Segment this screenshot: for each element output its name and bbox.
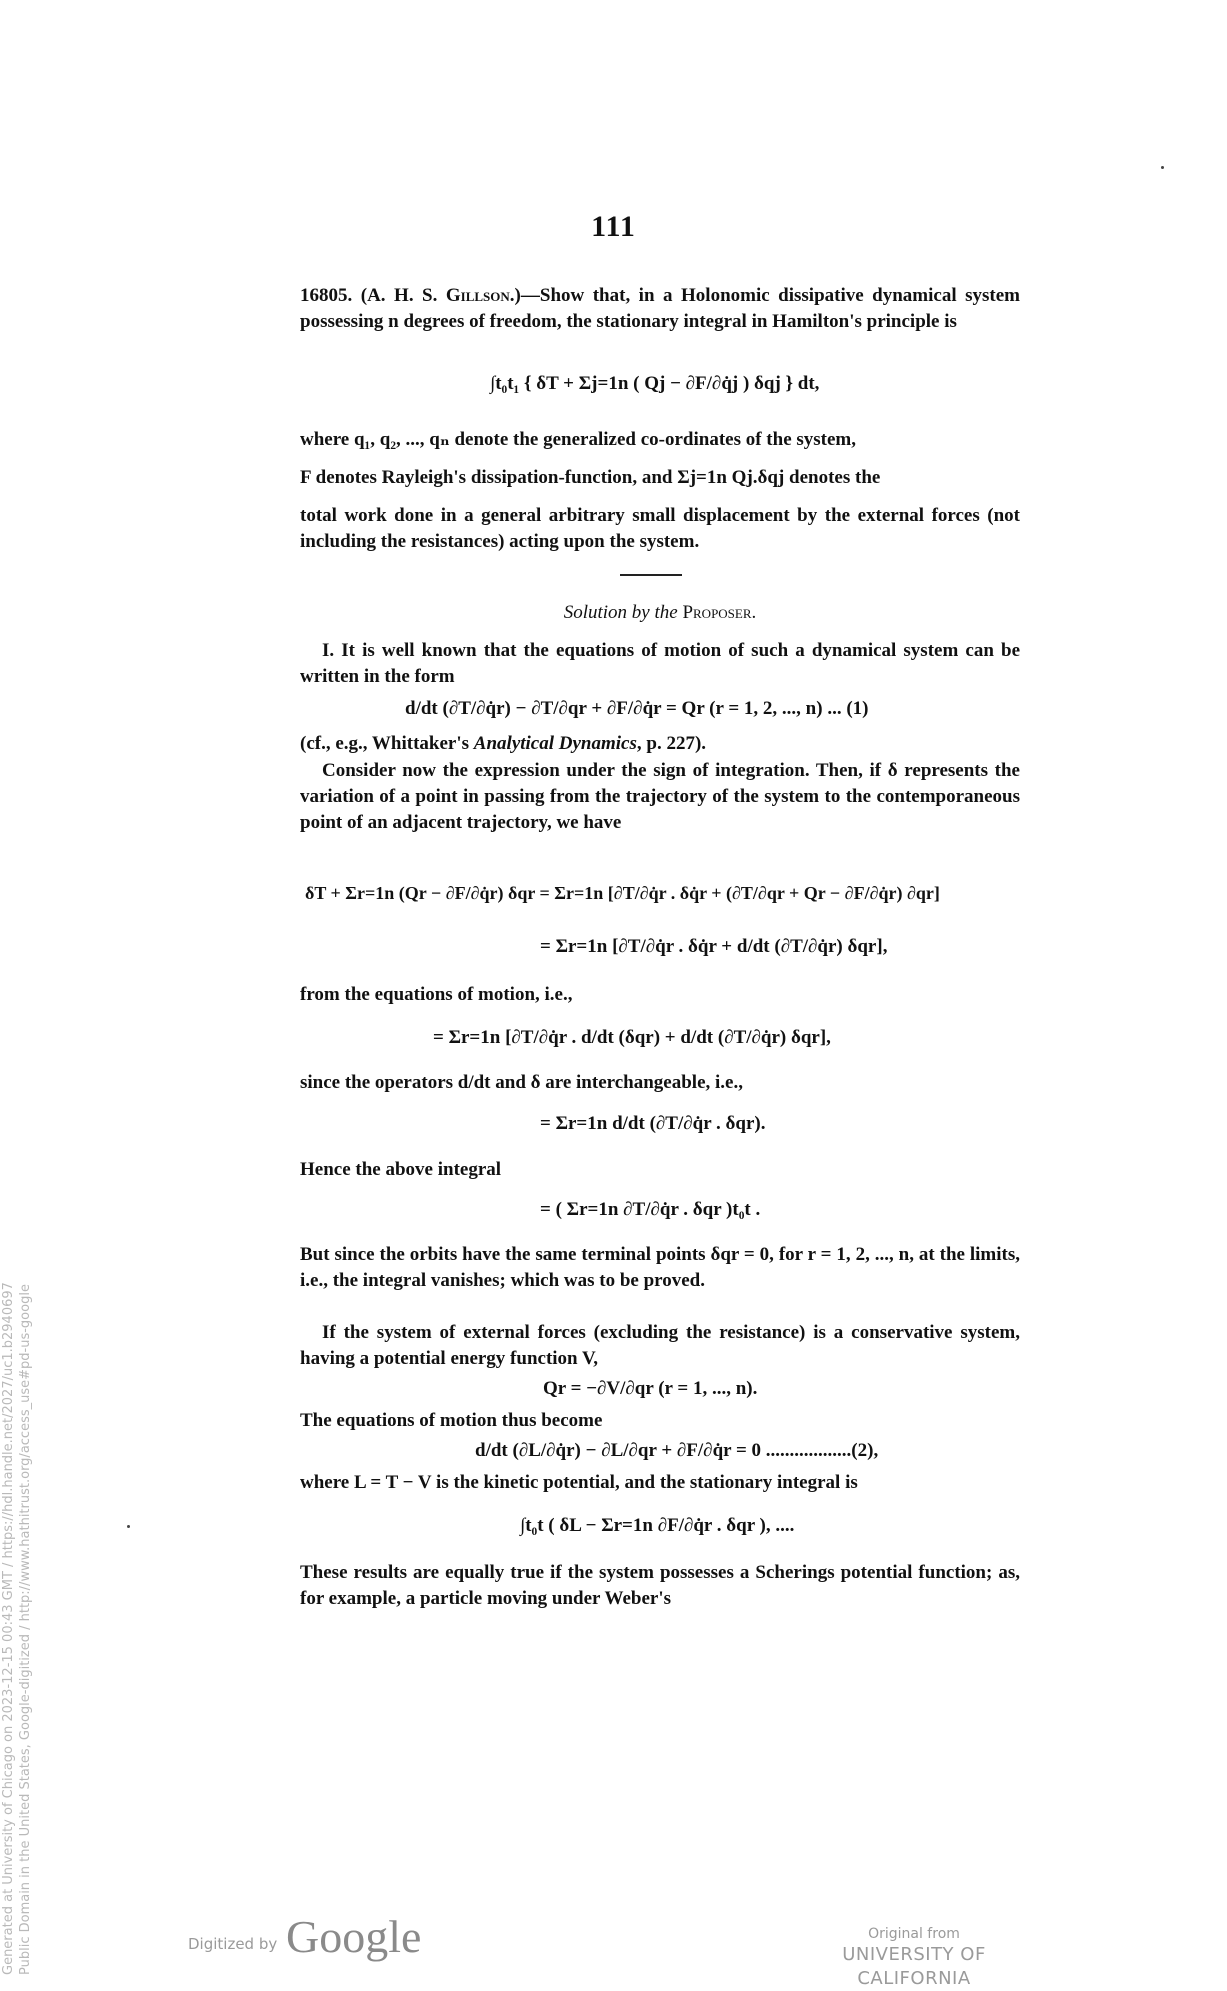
solution-para-1: I. It is well known that the equations of motion of such a dynamical system can be written in the form: [300, 640, 1020, 687]
line-where-q: where q₁, q₂, ..., qₙ denote the generalized co-ordinates of the system,: [300, 429, 857, 450]
institution-name: UNIVERSITY OF CALIFORNIA: [842, 1944, 986, 1989]
hathitrust-watermark: [0, 995, 34, 1975]
google-logo: Google: [286, 1911, 422, 1962]
original-from-block: [784, 1925, 1044, 1991]
line-equations-become: The equations of motion thus become: [300, 1410, 603, 1431]
equation-3: = Σr=1n [∂T/∂q̇r . d/dt (δqr) + d/dt (∂T/∂q̇r) δqr],: [433, 1027, 831, 1048]
line-kinetic-potential: where L = T − V is the kinetic potential, and the stationary integral is: [300, 1472, 858, 1493]
line-total-work: total work done in a general arbitrary small displacement by the external forces (not including the resistances) acting upon the system.: [300, 505, 1020, 552]
equation-4: = Σr=1n d/dt (∂T/∂q̇r . δqr).: [540, 1113, 766, 1134]
watermark-line-2: Public Domain in the United States, Google-digitized / http://www.hathitrust.org/access_use#pd-us-google: [18, 1284, 33, 1975]
equation-6: Qr = −∂V/∂qr (r = 1, ..., n).: [543, 1378, 758, 1399]
citation-line: (cf., e.g., Whittaker's Analytical Dynamics, p. 227).: [300, 733, 707, 754]
digitized-by-label: Digitized by: [188, 1935, 278, 1953]
solution-heading: Solution by the Proposer.: [563, 602, 757, 623]
equation-integral: ∫t₀t₁ { δT + Σj=1n ( Qj − ∂F/∂q̇j ) δqj } dt,: [490, 373, 820, 394]
equation-5: = ( Σr=1n ∂T/∂q̇r . δqr )t₀t .: [540, 1199, 761, 1220]
section-divider: [620, 574, 682, 576]
equation-2a: δT + Σr=1n (Qr − ∂F/∂q̇r) δqr = Σr=1n [∂T/∂q̇r . δq̇r + (∂T/∂qr + Qr − ∂F/∂q̇r) ∂qr]: [305, 883, 940, 903]
watermark-line-1: Generated at University of Chicago on 2023-12-15 00:43 GMT / https://hdl.handle.net/2027/uc1.b2940697: [1, 1282, 16, 1975]
line-since-operators: since the operators d/dt and δ are interchangeable, i.e.,: [300, 1072, 743, 1093]
question-block: [300, 283, 1020, 335]
solution-para-5: These results are equally true if the system possesses a Scherings potential function; as, for example, a particle moving under Weber's: [300, 1562, 1020, 1609]
solution-para-2: Consider now the expression under the sign of integration. Then, if δ represents the variation of a point in passing from the trajectory of the system to the contemporaneous point of an adjacent trajectory, we have: [300, 760, 1020, 833]
original-from-label: Original from: [868, 1926, 960, 1942]
solution-para-3: But since the orbits have the same terminal points δqr = 0, for r = 1, 2, ..., n, at the limits, i.e., the integral vanishes; which was to be proved.: [300, 1244, 1020, 1291]
line-from-motion: from the equations of motion, i.e.,: [300, 984, 573, 1005]
question-number: 16805.: [300, 285, 353, 306]
line-hence: Hence the above integral: [300, 1159, 502, 1180]
scan-speck: [1161, 166, 1164, 169]
solution-para-4: If the system of external forces (excluding the resistance) is a conservative system, having a potential energy function V,: [300, 1322, 1020, 1369]
citation-book: Analytical Dynamics: [473, 733, 637, 754]
equation-8: ∫t₀t ( δL − Σr=1n ∂F/∂q̇r . δqr ), ....: [520, 1515, 795, 1536]
page-number: 111: [591, 210, 636, 243]
question-definitions: [300, 427, 1020, 555]
question-body: Show that, in a Holonomic dissipative dynamical system possessing n degrees of freedom, the stationary integral in Hamilton's principle is: [300, 285, 1020, 332]
scan-speck: [127, 1525, 130, 1528]
line-rayleigh: F denotes Rayleigh's dissipation-function, and Σj=1n Qj.δqj denotes the: [300, 467, 881, 488]
equation-7: d/dt (∂L/∂q̇r) − ∂L/∂qr + ∂F/∂q̇r = 0 ..................(2),: [475, 1440, 879, 1461]
question-text: 16805. (A. H. S. Gillson.)—Show that, in a Holonomic dissipative dynamical system possessing n degrees of freedom, the stationary integral in Hamilton's principle is: [300, 285, 1020, 332]
equation-2b: = Σr=1n [∂T/∂q̇r . δq̇r + d/dt (∂T/∂q̇r) δqr],: [540, 936, 888, 957]
equation-1: d/dt (∂T/∂q̇r) − ∂T/∂qr + ∂F/∂q̇r = Qr (r = 1, 2, ..., n) ... (1): [405, 698, 869, 719]
equation-work-sum: Σj=1n Qj.δqj: [677, 467, 785, 488]
question-author: Gillson: [445, 285, 510, 306]
